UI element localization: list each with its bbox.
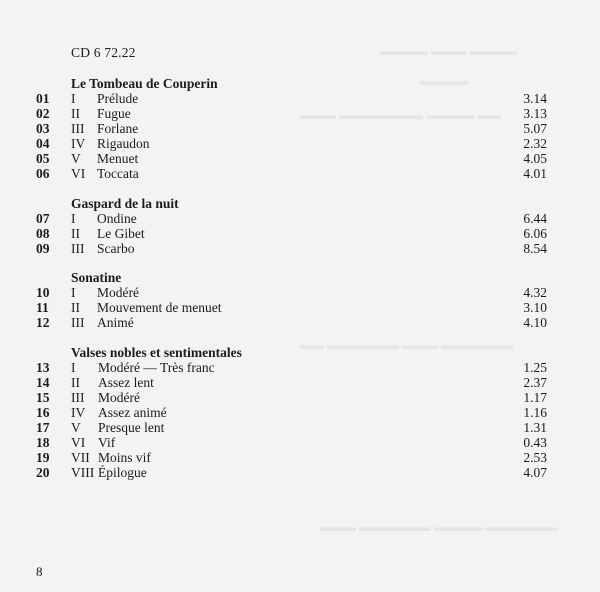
movement-numeral: II <box>71 106 80 121</box>
movement-title: Forlane <box>97 121 139 136</box>
movement-numeral: V <box>71 420 81 435</box>
track-number: 09 <box>36 241 50 256</box>
movement-numeral: VII <box>71 450 90 465</box>
track-row <box>0 435 600 450</box>
track-duration: 3.13 <box>523 106 547 121</box>
track-duration: 8.54 <box>523 241 547 256</box>
track-number: 08 <box>36 226 50 241</box>
show-through-text: ▬▬▬ ▬▬▬▬▬▬▬ ▬▬▬▬ ▬▬ <box>300 108 501 122</box>
movement-title: Fugue <box>97 106 131 121</box>
movement-title: Mouvement de menuet <box>97 300 222 315</box>
movement-numeral: VI <box>71 166 86 181</box>
movement-numeral: II <box>71 226 80 241</box>
cd-header: CD 6 72.22 <box>71 45 136 60</box>
page-number: 8 <box>36 564 43 579</box>
movement-title: Assez animé <box>98 405 167 420</box>
track-number: 15 <box>36 390 50 405</box>
track-row <box>0 420 600 435</box>
movement-title: Ondine <box>97 211 137 226</box>
track-duration: 1.17 <box>523 390 547 405</box>
movement-title: Rigaudon <box>97 136 150 151</box>
track-row <box>0 390 600 405</box>
track-number: 10 <box>36 285 50 300</box>
track-duration: 4.05 <box>523 151 547 166</box>
track-duration: 1.25 <box>523 360 547 375</box>
track-row <box>0 226 600 241</box>
track-duration: 2.53 <box>523 450 547 465</box>
movement-numeral: III <box>71 121 85 136</box>
movement-title: Toccata <box>97 166 139 181</box>
track-row <box>0 315 600 330</box>
track-number: 06 <box>36 166 50 181</box>
movement-numeral: I <box>71 360 76 375</box>
track-number: 04 <box>36 136 50 151</box>
track-row <box>0 375 600 390</box>
movement-numeral: I <box>71 285 76 300</box>
track-row <box>0 136 600 151</box>
track-number: 14 <box>36 375 50 390</box>
track-duration: 6.44 <box>523 211 547 226</box>
track-number: 16 <box>36 405 50 420</box>
movement-numeral: V <box>71 151 81 166</box>
track-duration: 2.37 <box>523 375 547 390</box>
movement-numeral: III <box>71 241 85 256</box>
track-duration: 1.31 <box>523 420 547 435</box>
movement-title: Modéré — Très franc <box>98 360 215 375</box>
track-number: 07 <box>36 211 50 226</box>
track-duration: 1.16 <box>523 405 547 420</box>
track-number: 19 <box>36 450 50 465</box>
movement-title: Moins vif <box>98 450 151 465</box>
track-number: 01 <box>36 91 50 106</box>
movement-numeral: II <box>71 375 80 390</box>
track-duration: 0.43 <box>523 435 547 450</box>
show-through-text: ▬▬▬▬ <box>420 74 468 88</box>
track-row <box>0 360 600 375</box>
track-row <box>0 285 600 300</box>
section-title: Gaspard de la nuit <box>71 196 179 211</box>
track-duration: 4.01 <box>523 166 547 181</box>
movement-title: Vif <box>98 435 116 450</box>
track-number: 03 <box>36 121 50 136</box>
movement-title: Modéré <box>97 285 139 300</box>
section-title: Valses nobles et sentimentales <box>71 345 242 360</box>
movement-title: Le Gibet <box>97 226 145 241</box>
movement-numeral: IV <box>71 136 86 151</box>
track-row <box>0 450 600 465</box>
movement-title: Animé <box>97 315 134 330</box>
track-duration: 6.06 <box>523 226 547 241</box>
track-duration: 5.07 <box>523 121 547 136</box>
track-number: 13 <box>36 360 50 375</box>
track-row <box>0 465 600 480</box>
track-duration: 2.32 <box>523 136 547 151</box>
movement-numeral: II <box>71 300 80 315</box>
movement-title: Menuet <box>97 151 139 166</box>
movement-title: Prélude <box>97 91 139 106</box>
show-through-text: ▬▬▬ ▬▬▬▬▬▬ ▬▬▬▬ ▬▬▬▬▬▬ <box>320 520 557 534</box>
track-number: 18 <box>36 435 50 450</box>
movement-numeral: I <box>71 211 76 226</box>
track-row <box>0 211 600 226</box>
movement-numeral: IV <box>71 405 86 420</box>
track-number: 20 <box>36 465 50 480</box>
track-duration: 4.32 <box>523 285 547 300</box>
track-duration: 4.10 <box>523 315 547 330</box>
track-row <box>0 300 600 315</box>
movement-title: Presque lent <box>98 420 165 435</box>
movement-title: Épilogue <box>98 465 147 480</box>
section-title: Le Tombeau de Couperin <box>71 76 218 91</box>
track-row <box>0 241 600 256</box>
movement-numeral: VIII <box>71 465 95 480</box>
track-row <box>0 166 600 181</box>
movement-numeral: I <box>71 91 76 106</box>
movement-numeral: VI <box>71 435 86 450</box>
track-row <box>0 151 600 166</box>
show-through-text: ▬▬▬▬ ▬▬▬ ▬▬▬▬ <box>380 44 518 58</box>
show-through-text: ▬▬ ▬▬▬▬▬▬ ▬▬▬ ▬▬▬▬▬▬ <box>300 338 513 352</box>
movement-title: Modéré <box>98 390 140 405</box>
track-row <box>0 106 600 121</box>
movement-numeral: III <box>71 390 85 405</box>
track-duration: 4.07 <box>523 465 547 480</box>
track-number: 12 <box>36 315 50 330</box>
track-number: 02 <box>36 106 50 121</box>
track-row <box>0 91 600 106</box>
track-number: 11 <box>36 300 49 315</box>
movement-numeral: III <box>71 315 85 330</box>
track-number: 05 <box>36 151 50 166</box>
track-row <box>0 405 600 420</box>
track-duration: 3.10 <box>523 300 547 315</box>
track-row <box>0 121 600 136</box>
movement-title: Assez lent <box>98 375 154 390</box>
movement-title: Scarbo <box>97 241 135 256</box>
section-title: Sonatine <box>71 270 122 285</box>
track-duration: 3.14 <box>523 91 547 106</box>
track-number: 17 <box>36 420 50 435</box>
